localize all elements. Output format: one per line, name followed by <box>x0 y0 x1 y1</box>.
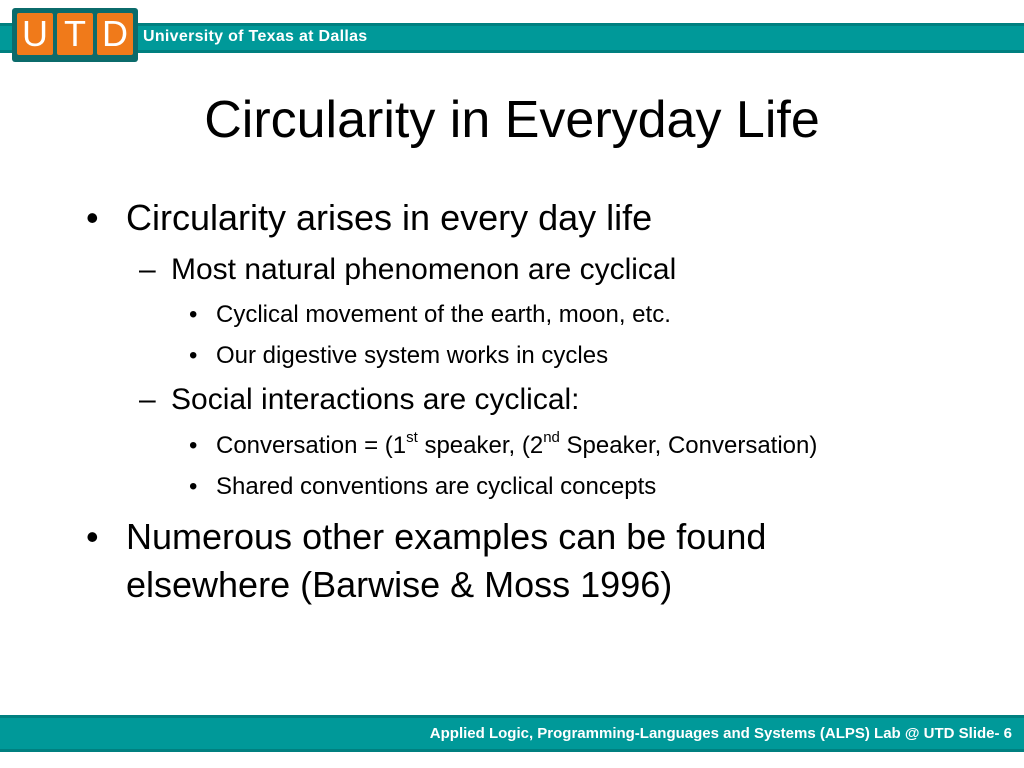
slide-title: Circularity in Everyday Life <box>204 91 820 149</box>
logo-letter-u: U <box>17 13 53 55</box>
dash-marker: – <box>139 383 156 416</box>
bullet-marker: • <box>189 301 198 328</box>
bullet-text-line1: Numerous other examples can be found <box>126 516 767 557</box>
bullet-marker: • <box>86 197 99 238</box>
utd-logo <box>12 8 138 62</box>
university-name: University of Texas at Dallas <box>143 28 368 45</box>
bullet-text: Cyclical movement of the earth, moon, etc. <box>216 301 671 328</box>
bullet-text: Circularity arises in every day life <box>126 197 653 238</box>
bullet-marker: • <box>189 473 198 500</box>
bullet-text: Shared conventions are cyclical concepts <box>216 473 657 500</box>
bullet-text-line2: elsewhere (Barwise & Moss 1996) <box>126 564 673 605</box>
bullet-marker: • <box>189 342 198 369</box>
logo-letter-t: T <box>57 13 93 55</box>
bullet-text: Our digestive system works in cycles <box>216 342 609 369</box>
header-stripe-bottom <box>0 50 1024 53</box>
logo-letter-d: D <box>97 13 133 55</box>
bullet-marker: • <box>189 432 198 459</box>
dash-marker: – <box>139 253 156 286</box>
bullet-text <box>216 431 817 461</box>
text-part: Speaker, Conversation) <box>559 432 818 459</box>
superscript: st <box>406 429 418 446</box>
footer-stripe-bottom <box>0 749 1024 752</box>
bullet-text: Social interactions are cyclical: <box>171 383 580 416</box>
text-part: speaker, (2 <box>417 432 544 459</box>
bullet-text: Most natural phenomenon are cyclical <box>171 253 677 286</box>
superscript: nd <box>543 429 560 446</box>
text-part: Conversation = (1 <box>216 432 407 459</box>
footer-text: Applied Logic, Programming-Languages and Systems (ALPS) Lab @ UTD Slide- 6 <box>429 725 1012 742</box>
bullet-marker: • <box>86 516 99 557</box>
